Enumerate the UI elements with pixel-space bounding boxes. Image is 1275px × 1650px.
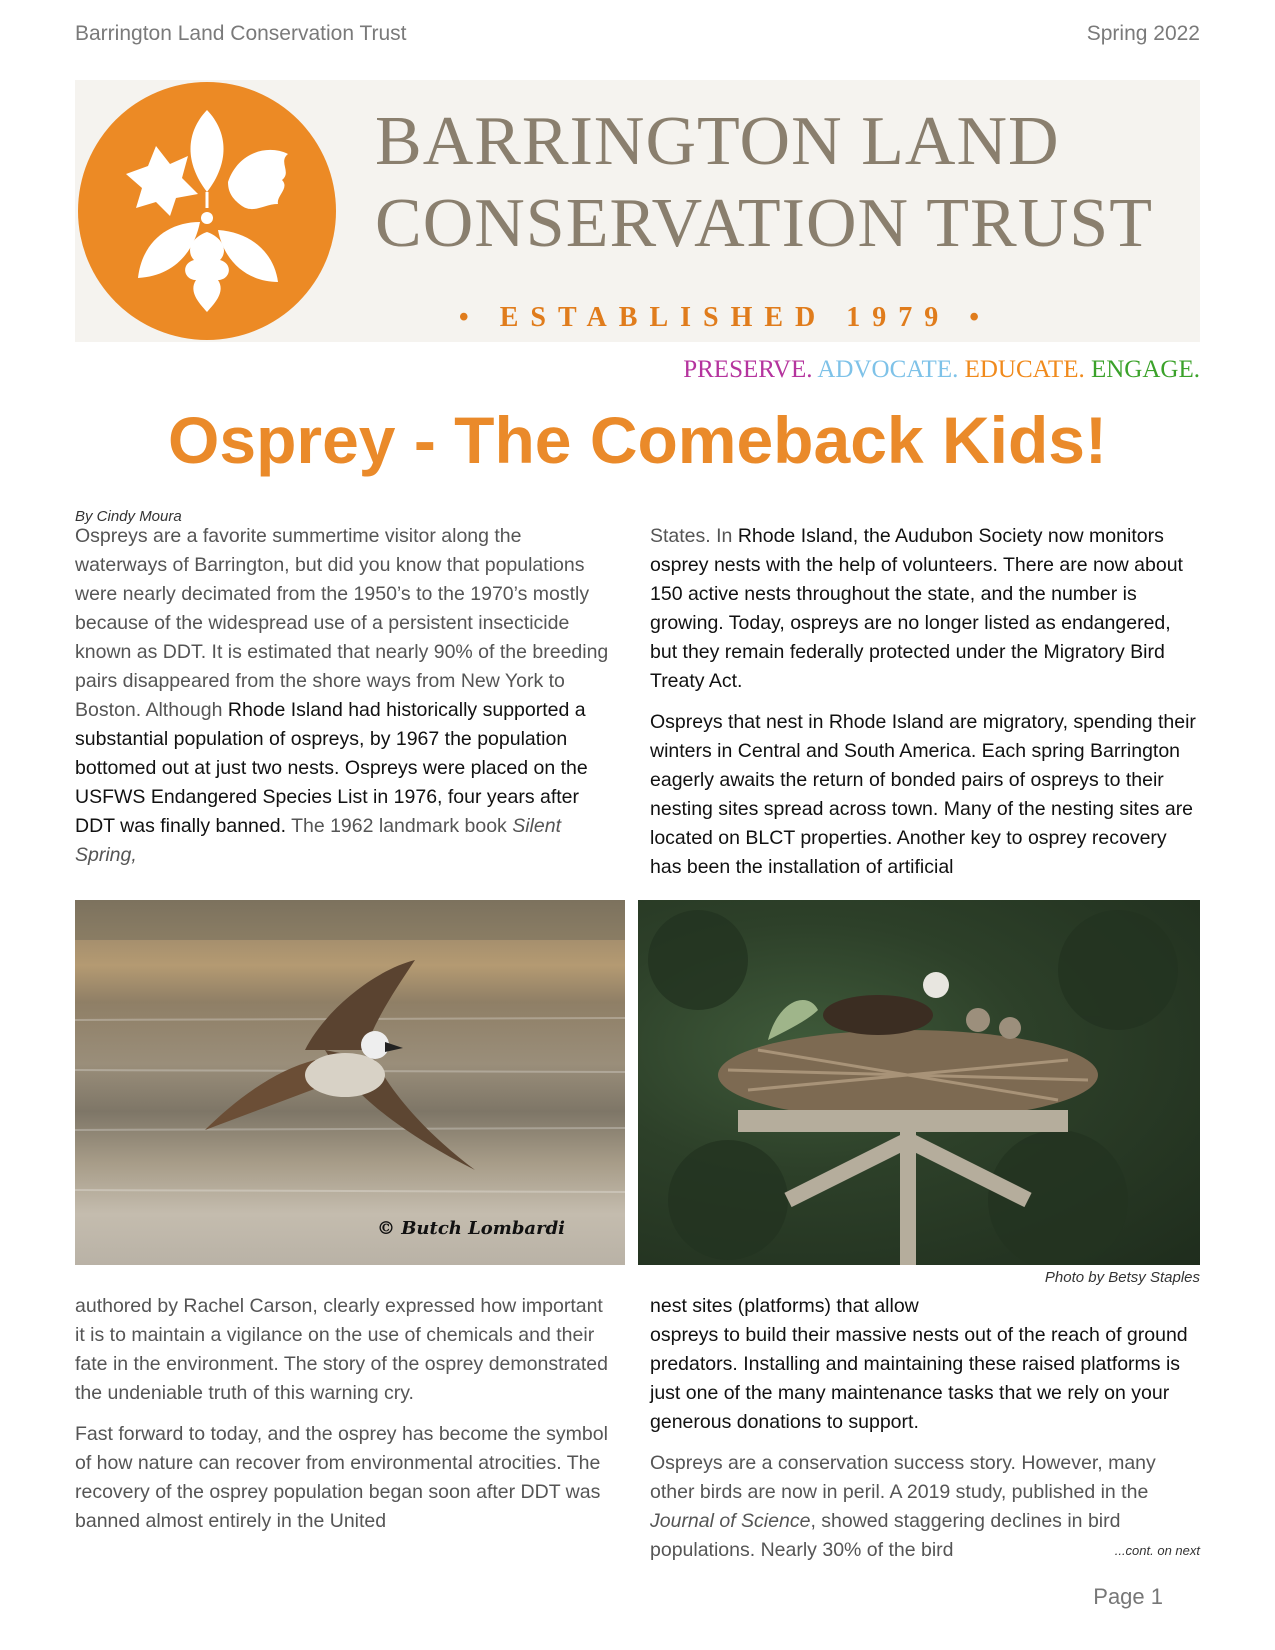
book-title: Silent Spring, [75, 815, 561, 866]
tagline-advocate: ADVOCATE. [817, 356, 959, 383]
right-column-top [650, 522, 1200, 882]
text-run: Ospreys are a favorite summertime visitor along the waterways of Barrington, but did you know that populations were nearly decimated from the 1950’s to the 1970’s mostly because of the widespread use of a persistent insecticide known as DDT. It is estimated that nearly 90% of the breeding pairs disappeared from the shore ways from New York to Boston. Although [75, 525, 609, 721]
left-column-bottom [75, 1292, 615, 1536]
leaf-logo-icon [78, 82, 336, 340]
text-run-dark: Rhode Island had historically supported a substantial population of ospreys, by 1967 the population bottomed out at just two nests. Ospreys were placed on the USFWS Endangered Species List in 1976, four years after DDT was finally banned. [75, 699, 588, 837]
tagline-educate: EDUCATE. [964, 356, 1085, 383]
text-run: The 1962 landmark book [286, 815, 513, 837]
photo-credit: Photo by Betsy Staples [1044, 1269, 1200, 1286]
osprey-flight-photo [75, 900, 625, 1265]
journal-title: Journal of Science [650, 1510, 811, 1532]
right-column-bottom [650, 1292, 1200, 1565]
page-number: Page 1 [1093, 1584, 1163, 1609]
tagline-preserve: PRESERVE. [683, 356, 813, 383]
photo-credit-overlay: © Butch Lombardi [376, 1218, 565, 1239]
tagline-engage: ENGAGE. [1090, 356, 1200, 383]
paragraph [650, 522, 1200, 696]
paragraph [75, 522, 615, 870]
paragraph: authored by Rachel Carson, clearly expressed how important it is to maintain a vigilance on the use of chemicals and their fate in the environment. The story of the osprey demonstrated the undeniable truth of this warning cry. [75, 1295, 608, 1404]
article-title: Osprey - The Comeback Kids! [168, 403, 1107, 477]
running-header-org: Barrington Land Conservation Trust [75, 22, 407, 45]
org-name-line1: BARRINGTON LAND [375, 103, 1060, 180]
paragraph [650, 1292, 1200, 1437]
logo-banner [75, 80, 1200, 342]
continued-note: ...cont. on next [1114, 1543, 1200, 1558]
osprey-nest-photo [638, 900, 1200, 1265]
text-run-dark: Rhode Island, the Audubon Society now monitors osprey nests with the help of volunteers. There are now about 150 active nests throughout the state, and the number is growing. Today, ospreys are no longer listed as endangered, but they remain federally protected under the Migratory Bird Treaty Act. [650, 525, 1183, 692]
paragraph: Ospreys that nest in Rhode Island are migratory, spending their winters in Central and South America. Each spring Barrington eagerly awaits the return of bonded pairs of ospreys to their nesting sites spread across town. Many of the nesting sites are located on BLCT properties. Another key to osprey recovery has been the installation of artificial [650, 711, 1196, 878]
running-header-issue: Spring 2022 [1086, 22, 1200, 45]
text-run-dark: ospreys to build their massive nests out of the reach of ground predators. Installing and maintaining these raised platforms is just one of the many maintenance tasks that we rely on your generous donations to support. [650, 1324, 1188, 1433]
text-run-dark: nest sites (platforms) that allow [650, 1295, 919, 1317]
org-name-line2: CONSERVATION TRUST [375, 185, 1153, 262]
article-byline: By Cindy Moura [75, 508, 182, 525]
established-line: • ESTABLISHED 1979 • [458, 302, 992, 333]
text-run: , showed staggering declines in bird populations. Nearly 30% of the bird [650, 1510, 1121, 1561]
text-run: States. In [650, 525, 738, 547]
paragraph: Fast forward to today, and the osprey has become the symbol of how nature can recover from environmental atrocities. The recovery of the osprey population began soon after DDT was banned almost entirely in the United [75, 1423, 608, 1532]
tagline [683, 356, 1200, 384]
text-run: Ospreys are a conservation success story. However, many other birds are now in peril. A 2019 study, published in the [650, 1452, 1156, 1503]
left-column-top [75, 522, 615, 870]
